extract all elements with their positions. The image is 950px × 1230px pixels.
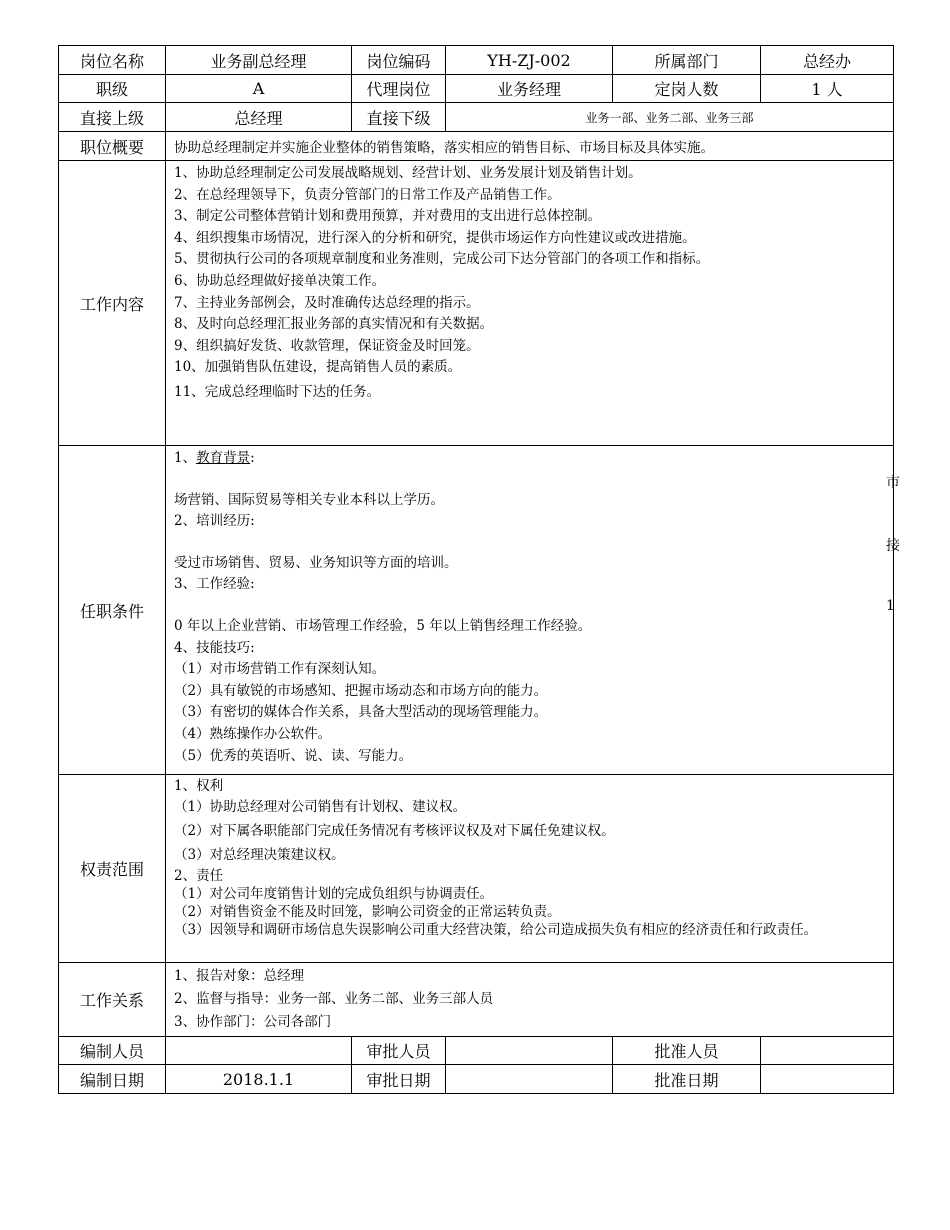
superior-value: 总经理 xyxy=(166,103,352,132)
post-name-label: 岗位名称 xyxy=(59,46,166,75)
skill-item: （2）具有敏锐的市场感知、把握市场动态和市场方向的能力。 xyxy=(174,682,548,699)
duties-label: 工作内容 xyxy=(59,161,166,446)
approve-date-label: 批准日期 xyxy=(613,1065,761,1094)
header-row-2 xyxy=(59,75,894,103)
training-heading: 2、培训经历: xyxy=(174,513,255,530)
training-text: 受过市场销售、贸易、业务知识等方面的培训。 xyxy=(174,554,458,571)
qualifications-content xyxy=(166,446,894,775)
superior-label: 直接上级 xyxy=(59,103,166,132)
reviewer-label: 审批人员 xyxy=(352,1037,446,1065)
qualifications-label: 任职条件 xyxy=(59,446,166,775)
side-fragment: 1 xyxy=(886,598,895,614)
approver-value xyxy=(761,1037,894,1065)
headcount-value: 1 人 xyxy=(761,75,894,103)
authority-content xyxy=(166,775,894,963)
date-label: 编制日期 xyxy=(59,1065,166,1094)
relations-label: 工作关系 xyxy=(59,963,166,1037)
relations-row xyxy=(59,963,894,1037)
date-value: 2018.1.1 xyxy=(166,1065,352,1094)
overview-text: 协助总经理制定并实施企业整体的销售策略，落实相应的销售目标、市场目标及具体实施。 xyxy=(166,132,894,161)
responsibility-item: （1）对公司年度销售计划的完成负组织与协调责任。 xyxy=(174,886,494,902)
duty-item: 9、组织搞好发货、收款管理，保证资金及时回笼。 xyxy=(174,337,480,354)
experience-text: 0 年以上企业营销、市场管理工作经验，5 年以上销售经理工作经验。 xyxy=(174,617,592,634)
duties-content xyxy=(166,161,894,446)
review-date-label: 审批日期 xyxy=(352,1065,446,1094)
post-name-value: 业务副总经理 xyxy=(166,46,352,75)
skills-heading: 4、技能技巧: xyxy=(174,639,255,656)
dept-label: 所属部门 xyxy=(613,46,761,75)
footer-row-1 xyxy=(59,1037,894,1065)
responsibility-item: （2）对销售资金不能及时回笼，影响公司资金的正常运转负责。 xyxy=(174,904,561,920)
duty-item: 4、组织搜集市场情况，进行深入的分析和研究，提供市场运作方向性建议或改进措施。 xyxy=(174,229,696,246)
overview-row xyxy=(59,132,894,161)
review-date-value xyxy=(446,1065,613,1094)
duty-item: 7、主持业务部例会，及时准确传达总经理的指示。 xyxy=(174,294,480,311)
job-description-table xyxy=(58,45,894,1094)
relation-item: 2、监督与指导：业务一部、业务二部、业务三部人员 xyxy=(174,991,494,1007)
duty-item: 10、加强销售队伍建设，提高销售人员的素质。 xyxy=(174,359,462,376)
education-text: 场营销、国际贸易等相关专业本科以上学历。 xyxy=(174,491,444,508)
grade-label: 职级 xyxy=(59,75,166,103)
reviewer-value xyxy=(446,1037,613,1065)
skill-item: （5）优秀的英语听、说、读、写能力。 xyxy=(174,747,413,764)
subordinate-value: 业务一部、业务二部、业务三部 xyxy=(446,103,894,132)
subordinate-label: 直接下级 xyxy=(352,103,446,132)
side-fragment: 接 xyxy=(886,538,900,554)
education-heading xyxy=(174,448,885,470)
authority-label: 权责范围 xyxy=(59,775,166,963)
skill-item: （1）对市场营销工作有深刻认知。 xyxy=(174,661,386,678)
relations-content xyxy=(166,963,894,1037)
headcount-label: 定岗人数 xyxy=(613,75,761,103)
education-colon: : xyxy=(250,450,255,466)
deputy-value: 业务经理 xyxy=(446,75,613,103)
overview-label: 职位概要 xyxy=(59,132,166,161)
responsibility-item: （3）因领导和调研市场信息失误影响公司重大经营决策，给公司造成损失负有相应的经济责任和行政责任。 xyxy=(174,922,818,938)
right-item: （1）协助总经理对公司销售有计划权、建议权。 xyxy=(174,799,467,815)
duty-item: 1、协助总经理制定公司发展战略规划、经营计划、业务发展计划及销售计划。 xyxy=(174,165,642,181)
approve-date-value xyxy=(761,1065,894,1094)
experience-heading: 3、工作经验: xyxy=(174,576,255,593)
education-number: 1、 xyxy=(174,450,197,466)
deputy-label: 代理岗位 xyxy=(352,75,446,103)
grade-value: A xyxy=(166,75,352,103)
duties-row xyxy=(59,161,894,446)
relation-item: 3、协作部门：公司各部门 xyxy=(174,1014,332,1030)
post-code-label: 岗位编码 xyxy=(352,46,446,75)
post-code-value: YH-ZJ-002 xyxy=(446,46,613,75)
relation-item: 1、报告对象：总经理 xyxy=(174,968,305,984)
duty-item: 6、协助总经理做好接单决策工作。 xyxy=(174,272,386,289)
right-item: （2）对下属各职能部门完成任务情况有考核评议权及对下属任免建议权。 xyxy=(174,823,615,839)
header-row-3 xyxy=(59,103,894,132)
approver-label: 批准人员 xyxy=(613,1037,761,1065)
duty-item: 5、贯彻执行公司的各项规章制度和业务准则，完成公司下达分管部门的各项工作和指标。 xyxy=(174,251,710,268)
dept-value: 总经办 xyxy=(761,46,894,75)
education-title: 教育背景 xyxy=(196,450,251,466)
responsibility-heading: 2、责任 xyxy=(174,868,224,884)
author-value xyxy=(166,1037,352,1065)
qualifications-row xyxy=(59,446,894,775)
skill-item: （3）有密切的媒体合作关系，具备大型活动的现场管理能力。 xyxy=(174,704,548,721)
authority-row xyxy=(59,775,894,963)
side-fragment: 市 xyxy=(886,475,900,491)
skill-item: （4）熟练操作办公软件。 xyxy=(174,725,332,742)
duty-item: 2、在总经理领导下，负责分管部门的日常工作及产品销售工作。 xyxy=(174,186,561,203)
right-item: （3）对总经理决策建议权。 xyxy=(174,847,345,863)
footer-row-2 xyxy=(59,1065,894,1094)
rights-heading: 1、权利 xyxy=(174,778,224,794)
duty-item: 8、及时向总经理汇报业务部的真实情况和有关数据。 xyxy=(174,316,494,333)
author-label: 编制人员 xyxy=(59,1037,166,1065)
duty-item: 11、完成总经理临时下达的任务。 xyxy=(174,383,381,400)
header-row-1 xyxy=(59,46,894,75)
duty-item: 3、制定公司整体营销计划和费用预算，并对费用的支出进行总体控制。 xyxy=(174,208,602,225)
